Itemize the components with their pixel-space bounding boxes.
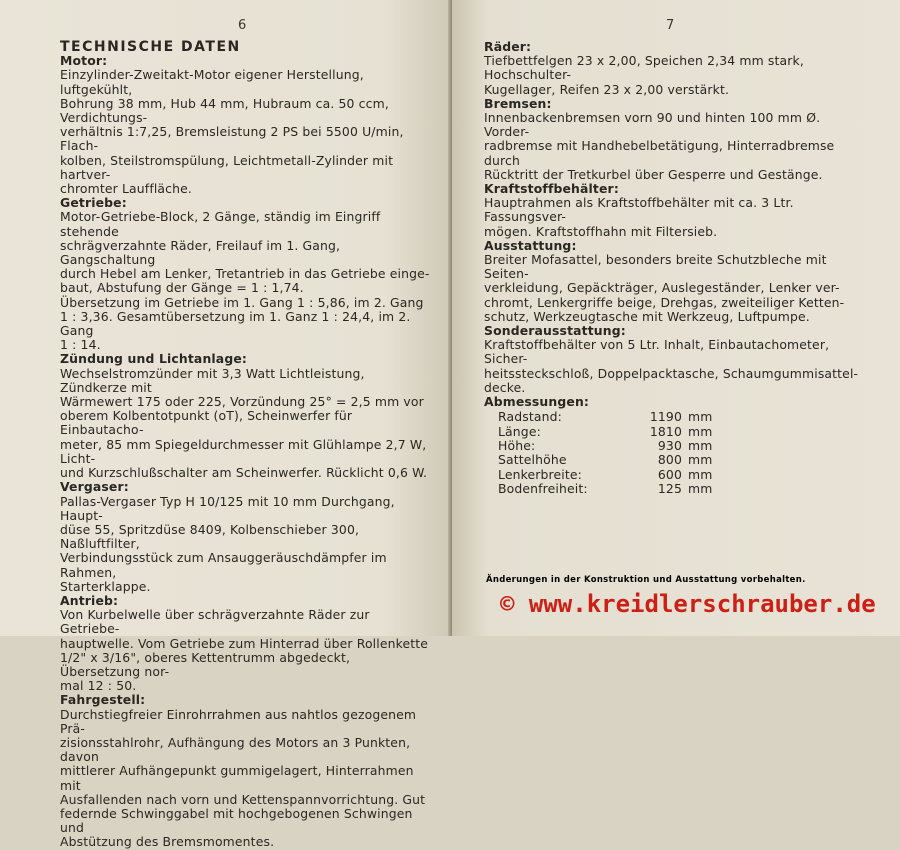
- dimension-value: 1810: [649, 423, 682, 439]
- dimension-label: Sattelhöhe: [498, 452, 567, 468]
- dimension-unit: mm: [688, 452, 713, 468]
- section-heading: Bremsen:: [484, 95, 552, 111]
- text-line: verhältnis 1:7,25, Bremsleistung 2 PS bei 5500 U/min, Flach-: [60, 124, 404, 154]
- text-line: Innenbackenbremsen vorn 90 und hinten 100 mm Ø. Vorder-: [484, 110, 821, 140]
- text-line: Starterklappe.: [60, 578, 151, 594]
- text-line: Verbindungsstück zum Ansauggeräuschdämpfer im Rahmen,: [60, 550, 387, 580]
- section-heading: Kraftstoffbehälter:: [484, 181, 619, 197]
- text-line: oberem Kolbentotpunkt (oT), Scheinwerfer für Einbautacho-: [60, 408, 353, 438]
- dimension-row: [498, 453, 864, 467]
- text-line: Breiter Mofasattel, besonders breite Schutzbleche mit Seiten-: [484, 252, 827, 282]
- text-line: 1/2" x 3/16", oberes Kettentrumm abgedeckt, Übersetzung nor-: [60, 649, 351, 679]
- text-line: Hauptrahmen als Kraftstoffbehälter mit ca. 3 Ltr. Fassungsver-: [484, 195, 794, 225]
- text-line: chromter Lauffläche.: [60, 181, 192, 197]
- text-line: 1 : 14.: [60, 337, 101, 353]
- text-line: kolben, Steilstromspülung, Leichtmetall-Zylinder mit hartver-: [60, 152, 394, 182]
- page-number: 6: [238, 18, 247, 33]
- footnote: Änderungen in der Konstruktion und Ausstattung vorbehalten.: [486, 575, 806, 585]
- section-heading: Motor:: [60, 53, 108, 69]
- dimensions-table: [498, 410, 864, 496]
- dimension-value: 600: [657, 466, 682, 482]
- section-heading: Abmessungen:: [484, 394, 590, 410]
- section-heading: Vergaser:: [60, 479, 129, 495]
- dimension-row: [498, 482, 864, 496]
- dimension-label: Höhe:: [498, 438, 536, 454]
- dimension-row: [498, 425, 864, 439]
- text-line: schrägverzahnte Räder, Freilauf im 1. Gang, Gangschaltung: [60, 237, 341, 268]
- dimension-value: 930: [657, 438, 682, 454]
- text-line: Rücktritt der Tretkurbel über Gesperre und Gestänge.: [484, 166, 823, 182]
- text-line: Pallas-Vergaser Typ H 10/125 mit 10 mm Durchgang, Haupt-: [60, 493, 395, 523]
- dimension-unit: mm: [688, 466, 713, 482]
- text-line: Motor-Getriebe-Block, 2 Gänge, ständig im Eingriff stehende: [60, 209, 381, 239]
- dimension-label: Radstand:: [498, 409, 562, 425]
- text-line: mal 12 : 50.: [60, 678, 137, 694]
- section-heading: Antrieb:: [60, 592, 119, 608]
- text-line: 1 : 3,36. Gesamtübersetzung im 1. Ganz 1 : 24,4, im 2. Gang: [60, 308, 411, 339]
- dimension-unit: mm: [688, 423, 713, 439]
- text-line: mögen. Kraftstoffhahn mit Filtersieb.: [484, 223, 718, 239]
- text-line: Bohrung 38 mm, Hub 44 mm, Hubraum ca. 50 ccm, Verdichtungs-: [60, 95, 389, 126]
- text-line: Übersetzung im Getriebe im 1. Gang 1 : 5,86, im 2. Gang: [60, 294, 424, 310]
- dimension-unit: mm: [688, 409, 713, 425]
- text-line: radbremse mit Handhebelbetätigung, Hinterradbremse durch: [484, 138, 835, 168]
- text-line: Ausfallenden nach vorn und Kettenspannvorrichtung. Gut: [60, 791, 426, 807]
- section-heading: Räder:: [484, 39, 532, 54]
- text-line: Von Kurbelwelle über schrägverzahnte Räder zur Getriebe-: [60, 607, 370, 637]
- text-line: hauptwelle. Vom Getriebe zum Hinterrad über Rollenkette: [60, 635, 429, 651]
- text-line: schutz, Werkzeugtasche mit Werkzeug, Luftpumpe.: [484, 308, 810, 324]
- right-page: [452, 0, 900, 636]
- text-line: heitssteckschloß, Doppelpacktasche, Schaumgummisattel-: [484, 365, 859, 381]
- text-line: verkleidung, Gepäckträger, Auslegeständer, Lenker ver-: [484, 280, 840, 296]
- text-line: Kraftstoffbehälter von 5 Ltr. Inhalt, Einbautachometer, Sicher-: [484, 337, 830, 367]
- section-heading: Zündung und Lichtanlage:: [60, 351, 247, 367]
- text-line: Abstützung des Bremsmomentes.: [60, 834, 275, 850]
- text-line: düse 55, Spritzdüse 8409, Kolbenschieber 300, Naßluftfilter,: [60, 521, 360, 552]
- dimension-row: [498, 439, 864, 453]
- dimension-label: Länge:: [498, 423, 541, 439]
- section-heading: Sonderausstattung:: [484, 323, 626, 339]
- section-heading: Ausstattung:: [484, 237, 577, 253]
- dimension-value: 1190: [649, 409, 682, 425]
- text-line: zisionsstahlrohr, Aufhängung des Motors an 3 Punkten, davon: [60, 734, 411, 765]
- section-heading: Getriebe:: [60, 195, 127, 211]
- watermark-url: © www.kreidlerschrauber.de: [500, 590, 876, 618]
- page-title: TECHNISCHE DATEN: [60, 39, 241, 55]
- dimension-label: Bodenfreiheit:: [498, 481, 588, 497]
- text-line: Durchstiegfreier Einrohrrahmen aus nahtlos gezogenem Prä-: [60, 706, 417, 736]
- text-line: baut, Abstufung der Gänge = 1 : 1,74.: [60, 280, 304, 296]
- text-line: und Kurzschlußschalter am Scheinwerfer. Rücklicht 0,6 W.: [60, 465, 428, 481]
- text-line: mittlerer Aufhängepunkt gummigelagert, Hinterrahmen mit: [60, 763, 414, 793]
- text-line: decke.: [484, 379, 526, 395]
- dimension-unit: mm: [688, 481, 713, 497]
- text-line: chromt, Lenkergriffe beige, Drehgas, zweiteiliger Ketten-: [484, 294, 845, 310]
- text-line: Einzylinder-Zweitakt-Motor eigener Herstellung, luftgekühlt,: [60, 67, 364, 97]
- text-line: federnde Schwinggabel mit hochgebogenen Schwingen und: [60, 805, 413, 836]
- dimension-value: 800: [657, 452, 682, 468]
- dimension-row: [498, 410, 864, 424]
- text-line: meter, 85 mm Spiegeldurchmesser mit Glühlampe 2,7 W, Licht-: [60, 436, 427, 466]
- text-line: durch Hebel am Lenker, Tretantrieb in das Getriebe einge-: [60, 266, 430, 282]
- dimension-value: 125: [657, 481, 682, 497]
- left-text-column: [60, 40, 432, 850]
- section-heading: Fahrgestell:: [60, 692, 146, 708]
- text-line: Kugellager, Reifen 23 x 2,00 verstärkt.: [484, 81, 730, 97]
- text-line: Wärmewert 175 oder 225, Vorzündung 25° = 2,5 mm vor: [60, 394, 424, 410]
- page-number: 7: [666, 18, 675, 33]
- dimension-label: Lenkerbreite:: [498, 466, 582, 482]
- dimension-unit: mm: [688, 438, 713, 454]
- right-text-column: [484, 40, 864, 497]
- text-line: Wechselstromzünder mit 3,3 Watt Lichtleistung, Zündkerze mit: [60, 365, 365, 395]
- dimension-row: [498, 468, 864, 482]
- text-line: Tiefbettfelgen 23 x 2,00, Speichen 2,34 mm stark, Hochschulter-: [484, 53, 804, 83]
